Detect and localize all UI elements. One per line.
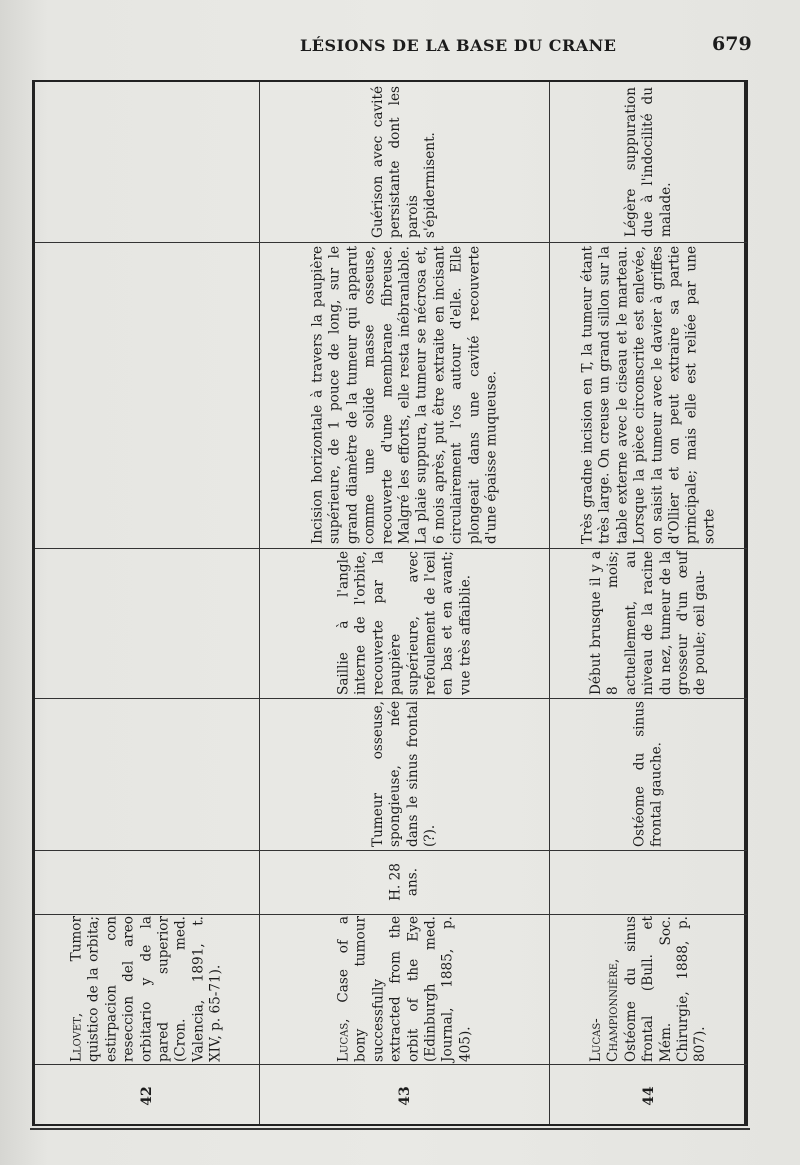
case-number-cell bbox=[550, 1064, 747, 1128]
author-name: Llovet, bbox=[68, 1012, 85, 1062]
table-row-43 bbox=[260, 82, 550, 1124]
page-number: 679 bbox=[712, 33, 752, 55]
author-name: Lucas, bbox=[334, 1018, 351, 1062]
case-number-cell bbox=[35, 1064, 259, 1128]
case-number: 43 bbox=[396, 1086, 413, 1106]
nature-cell bbox=[260, 698, 549, 850]
sex-age-text: H. 28 ans. bbox=[387, 863, 421, 901]
reference-text: Ostéome du sinus frontal (Bull. et Mém. Soc. Chirurgie, 1888, p. 807). bbox=[622, 916, 709, 1062]
result-cell bbox=[35, 82, 259, 242]
result-cell bbox=[260, 82, 549, 242]
table-row-44 bbox=[550, 82, 747, 1124]
running-title: LÉSIONS DE LA BASE DU CRANE bbox=[300, 36, 617, 55]
symptoms-cell bbox=[260, 548, 549, 698]
sex-age-cell bbox=[35, 850, 259, 914]
operation-text: Incision horizontale à travers la paupière supérieure, de 1 pouce de long, sur le grand diamètre de la tumeur qui apparut comme une solide masse osseuse, recouverte d'une membrane fibreuse. Malgré les efforts, elle resta inébranlable. La plaie suppura, la tumeur se nécrosa et, 6 mois après, put être extraite en incisant circulairement l'os autour d'elle. Elle plongeait dans une cavité recouverte d'une épaisse muqueuse. bbox=[308, 246, 499, 544]
result-cell bbox=[550, 82, 747, 242]
nature-text: Tumeur osseuse, spongieuse, née dans le sinus frontal (?). bbox=[369, 701, 438, 847]
nature-cell bbox=[35, 698, 259, 850]
sex-age-cell bbox=[550, 850, 747, 914]
operation-cell bbox=[35, 242, 259, 548]
operation-cell bbox=[260, 242, 549, 548]
nature-cell bbox=[550, 698, 747, 850]
table-row-42 bbox=[35, 82, 260, 1124]
result-text: Guérison avec cavité persistante dont les parois s'épidermisent. bbox=[369, 86, 438, 238]
result-text: Légère suppuration due à l'indocilité du malade. bbox=[622, 87, 674, 237]
case-number: 44 bbox=[640, 1086, 657, 1106]
author-reference-cell bbox=[260, 914, 549, 1064]
nature-text: Ostéome du sinus frontal gauche. bbox=[631, 701, 665, 847]
case-number-cell bbox=[260, 1064, 549, 1128]
author-reference-cell bbox=[35, 914, 259, 1064]
symptoms-text: Saillie à l'angle interne de l'orbite, recouverte par la paupière supérieure, avec refoulement de l'œil en bas et en avant; vue très affaiblie. bbox=[334, 551, 473, 695]
operation-cell bbox=[550, 242, 747, 548]
author-reference-cell bbox=[550, 914, 747, 1064]
case-number: 42 bbox=[139, 1086, 155, 1106]
symptoms-cell bbox=[35, 548, 259, 698]
case-table bbox=[32, 80, 748, 1126]
sex-age-cell bbox=[260, 850, 549, 914]
table-rows bbox=[35, 82, 744, 1124]
symptoms-cell bbox=[550, 548, 747, 698]
symptoms-text: Début brusque il y a 8 mois; actuellement, au niveau de la racine du nez, tumeur de la grosseur d'un œuf de poule; œil gau- bbox=[587, 551, 709, 695]
bottom-rule bbox=[30, 1128, 750, 1130]
reference-text: Tumor quistico de la orbita; estirpacion con reseccion del areo orbitario y de la pared superior (Cron. med. Valencia, 1891, t. XIV, p. 65-71). bbox=[68, 916, 224, 1062]
operation-text: Très gradne incision en T, la tumeur étant très large. On creuse un grand sillon sur la table externe avec le ciseau et le marteau. Lorsque la pièce circonscrite est enlevée, on saisit la tumeur avec le davier à griffes d'Ollier et on peut extraire sa partie principale; mais elle est reliée par une sorte bbox=[578, 246, 717, 544]
author-name: Lucas-Championnière, bbox=[587, 958, 621, 1062]
reference-text: Case of a bony tumour successfully extracted from the orbit of the Eye (Edinburgh med. Journal, 1885, p. 405). bbox=[334, 916, 473, 1062]
